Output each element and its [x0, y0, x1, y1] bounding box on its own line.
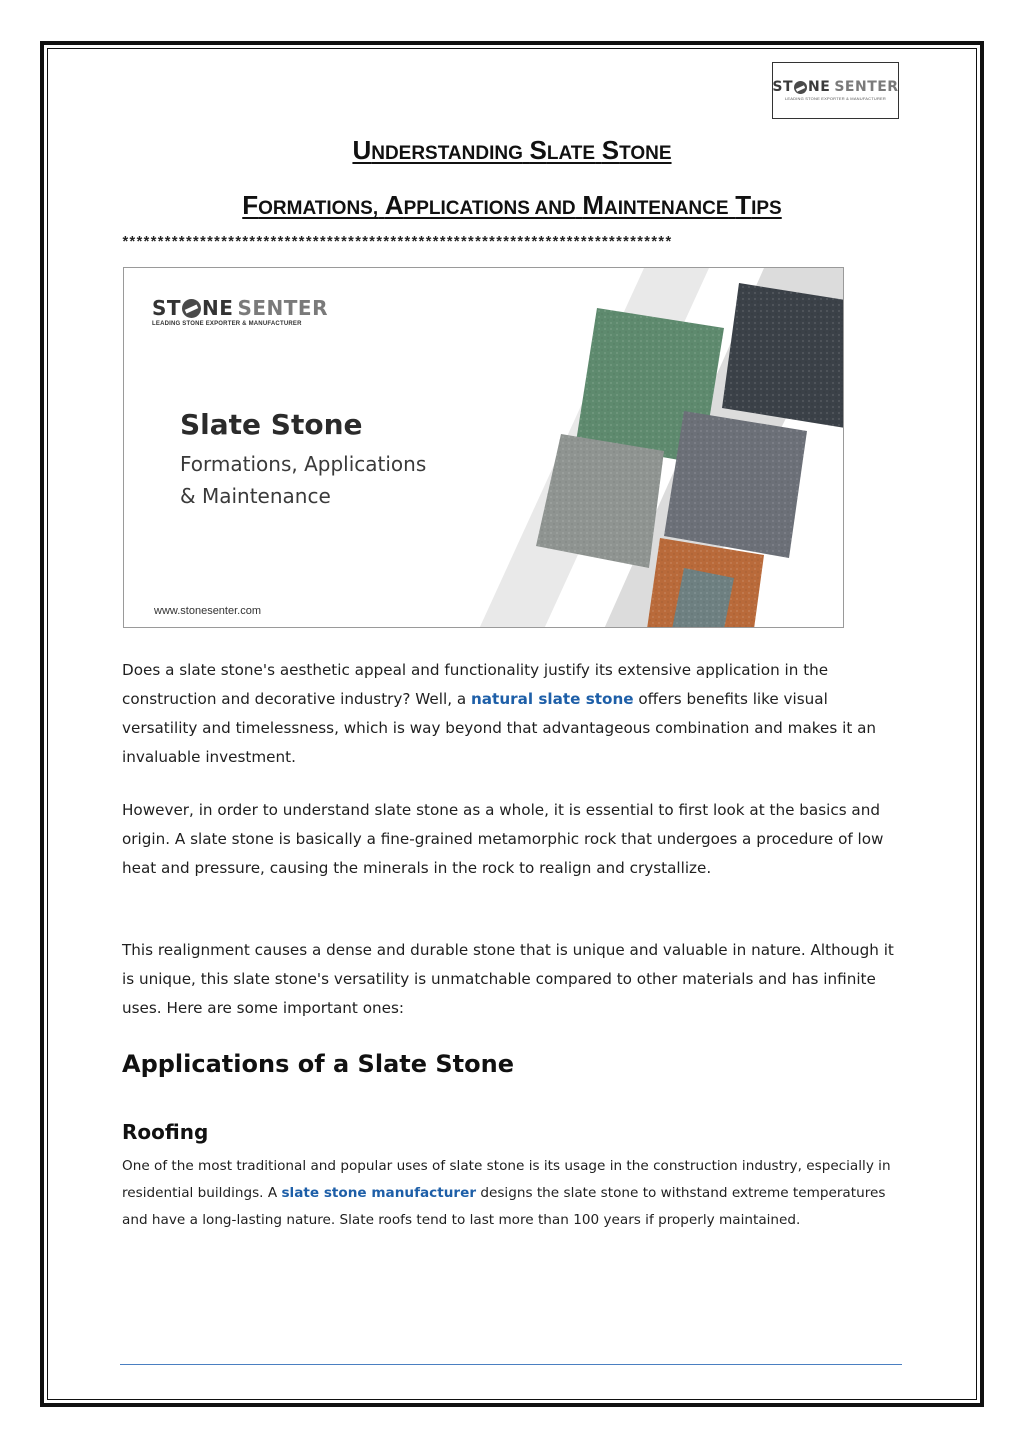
hero-logo-tagline: LEADING STONE EXPORTER & MANUFACTURER [152, 321, 302, 327]
hero-url: www.stonesenter.com [154, 605, 261, 617]
paragraph-text: One of the most traditional and popular uses of slate stone is its usage in the construction industry, especially in residential buildings. A [122, 1158, 891, 1201]
roofing-paragraph [122, 1153, 907, 1234]
header-logo [772, 62, 899, 119]
title-word-rest: TONE [619, 143, 672, 164]
hero-logo-word-brand: SENTER [237, 296, 328, 320]
hero-banner-image [123, 267, 844, 628]
title-word-rest: PPLICATIONS AND [403, 198, 576, 219]
slate-stone-manufacturer-link[interactable]: slate stone manufacturer [281, 1185, 477, 1201]
tile-texture [722, 283, 844, 428]
hero-logo-word-left: ST [152, 296, 182, 320]
title-line-2 [0, 190, 1024, 221]
hero-logo-wordmark [152, 298, 328, 318]
logo-wordmark [772, 80, 898, 94]
paragraph-text: Does a slate stone's aesthetic appeal and functionality justify its extensive application in the construction and decorative industry? Well, a [122, 661, 829, 708]
origin-paragraph: However, in order to understand slate stone as a whole, it is essential to first look at the basics and origin. A slate stone is basically a fine-grained metamorphic rock that undergoes a procedure of low heat and pressure, causing the minerals in the rock to realign and crystallize. [122, 801, 884, 877]
title-word-initial: M [582, 190, 604, 220]
logo-word-brand: SENTER [834, 79, 899, 95]
hero-heading: Slate Stone [180, 408, 363, 441]
intro-paragraph [122, 656, 907, 772]
section-heading-applications: Applications of a Slate Stone [122, 1050, 514, 1078]
hero-logo-word-right: NE [202, 296, 234, 320]
hero-subtitle-2: & Maintenance [180, 484, 331, 508]
title-word-initial: F [242, 190, 259, 220]
title-word-initial: S [601, 135, 620, 165]
footer-divider [120, 1364, 902, 1365]
hero-subtitle-1: Formations, Applications [180, 452, 427, 476]
asterisk-divider: ****************************************************************************** [121, 236, 672, 252]
title-word-rest: NDERSTANDING [371, 143, 523, 164]
tile-texture [647, 538, 764, 628]
tile-texture [536, 434, 664, 568]
rock-icon [182, 299, 201, 318]
tile-texture [664, 411, 807, 558]
paragraph-text: offers benefits like visual versatility and timelessness, which is way beyond that advantageous combination and makes it an invaluable investment. [122, 690, 877, 766]
title-word-initial: U [352, 135, 372, 165]
title-word-initial: S [529, 135, 547, 165]
title-line-1 [0, 135, 1024, 166]
logo-word-right: NE [808, 79, 831, 95]
title-word-rest: LATE [546, 143, 596, 164]
paragraph-text: designs the slate stone to withstand extreme temperatures and have a long-lasting nature. Slate roofs tend to last more than 100 years if properly maintained. [122, 1185, 886, 1228]
rock-icon [794, 81, 807, 94]
title-word-initial: A [384, 190, 404, 220]
title-word-rest: IPS [751, 198, 782, 219]
title-word-rest: AINTENANCE [603, 198, 729, 219]
title-word-rest: ORMATIONS, [258, 198, 379, 219]
natural-slate-stone-link[interactable]: natural slate stone [471, 690, 634, 708]
subsection-heading-roofing: Roofing [122, 1120, 209, 1144]
logo-word-left: ST [772, 79, 794, 95]
realignment-paragraph: This realignment causes a dense and durable stone that is unique and valuable in nature. Although it is unique, this slate stone's versatility is unmatchable compared to other materials and has infinite uses. Here are some important ones: [122, 941, 894, 1017]
title-word-initial: T [735, 190, 752, 220]
logo-tagline: LEADING STONE EXPORTER & MANUFACTURER [784, 96, 887, 101]
hero-logo [152, 298, 328, 327]
